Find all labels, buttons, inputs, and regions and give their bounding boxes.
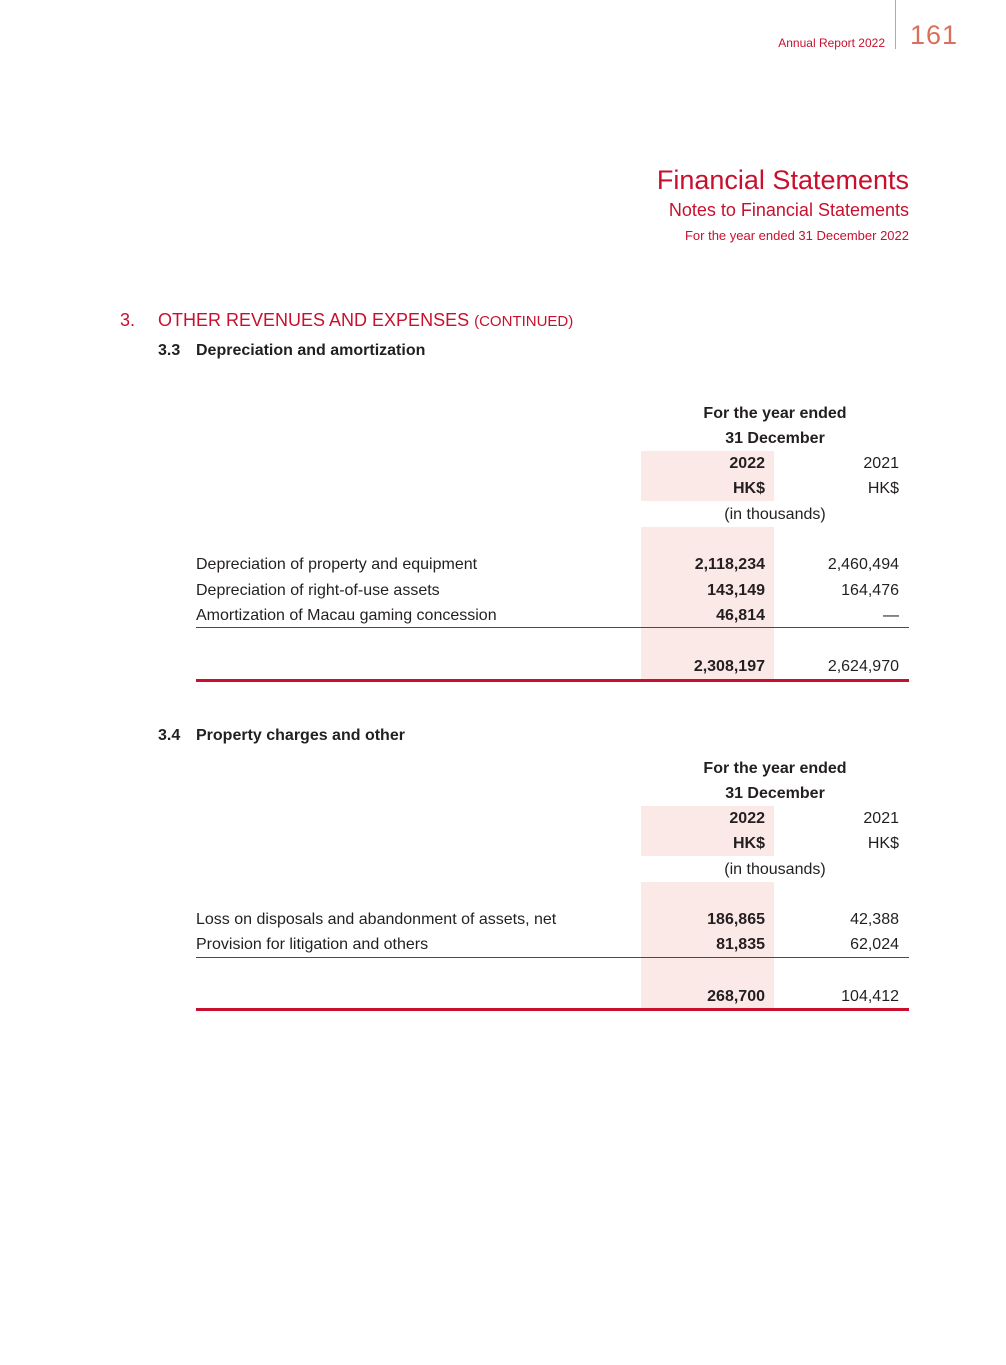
- column-group-heading-date: 31 December: [725, 785, 825, 802]
- page-title: Financial Statements: [656, 165, 909, 195]
- subtotal-rule: [196, 627, 909, 628]
- column-group-heading-date: 31 December: [725, 430, 825, 447]
- unit-label: (in thousands): [724, 506, 826, 523]
- row-value-prior: 42,388: [850, 911, 899, 928]
- row-label: Loss on disposals and abandonment of assets, net: [196, 911, 557, 928]
- row-label: Depreciation of right-of-use assets: [196, 582, 440, 599]
- total-rule: [196, 1008, 909, 1011]
- row-label: Depreciation of property and equipment: [196, 556, 478, 573]
- currency-current-header: HK$: [732, 835, 765, 852]
- total-prior: 104,412: [841, 988, 899, 1005]
- subtotal-rule: [196, 957, 909, 958]
- total-current: 2,308,197: [693, 658, 765, 675]
- page-number: 161: [910, 20, 959, 50]
- note-3-4-title: Property charges and other: [196, 727, 405, 744]
- section-title: [158, 310, 573, 331]
- row-value-current: 2,118,234: [694, 556, 765, 573]
- row-value-current: 46,814: [716, 607, 765, 624]
- currency-prior-header: HK$: [867, 480, 899, 497]
- section-title-suffix: (CONTINUED): [474, 313, 574, 330]
- currency-current-header: HK$: [732, 480, 765, 497]
- year-prior-header: 2021: [863, 455, 899, 472]
- row-value-prior: —: [883, 607, 899, 624]
- row-value-prior: 62,024: [850, 936, 899, 953]
- row-label: Provision for litigation and others: [196, 936, 429, 953]
- row-value-prior: 164,476: [841, 582, 899, 599]
- section-number: 3.: [120, 310, 136, 330]
- currency-prior-header: HK$: [867, 835, 899, 852]
- year-current-header: 2022: [729, 455, 765, 472]
- column-group-heading: For the year ended: [703, 760, 847, 777]
- row-value-current: 81,835: [716, 936, 765, 953]
- unit-label: (in thousands): [724, 861, 826, 878]
- row-label: Amortization of Macau gaming concession: [196, 607, 497, 624]
- row-value-current: 186,865: [707, 911, 765, 928]
- report-label: Annual Report 2022: [778, 36, 885, 50]
- column-group-heading: For the year ended: [703, 405, 847, 422]
- row-value-current: 143,149: [707, 582, 765, 599]
- note-3-4-number: 3.4: [158, 727, 181, 744]
- note-3-3-title: Depreciation and amortization: [196, 342, 426, 359]
- header-divider: [895, 0, 896, 49]
- row-value-prior: 2,460,494: [827, 556, 899, 573]
- total-prior: 2,624,970: [827, 658, 899, 675]
- year-prior-header: 2021: [863, 810, 899, 827]
- period-label: For the year ended 31 December 2022: [684, 228, 909, 243]
- total-rule: [196, 679, 909, 682]
- note-3-3-number: 3.3: [158, 342, 181, 359]
- section-title-text: OTHER REVENUES AND EXPENSES: [158, 310, 470, 330]
- total-current: 268,700: [707, 988, 765, 1005]
- page-subtitle: Notes to Financial Statements: [668, 200, 909, 220]
- year-current-header: 2022: [729, 810, 765, 827]
